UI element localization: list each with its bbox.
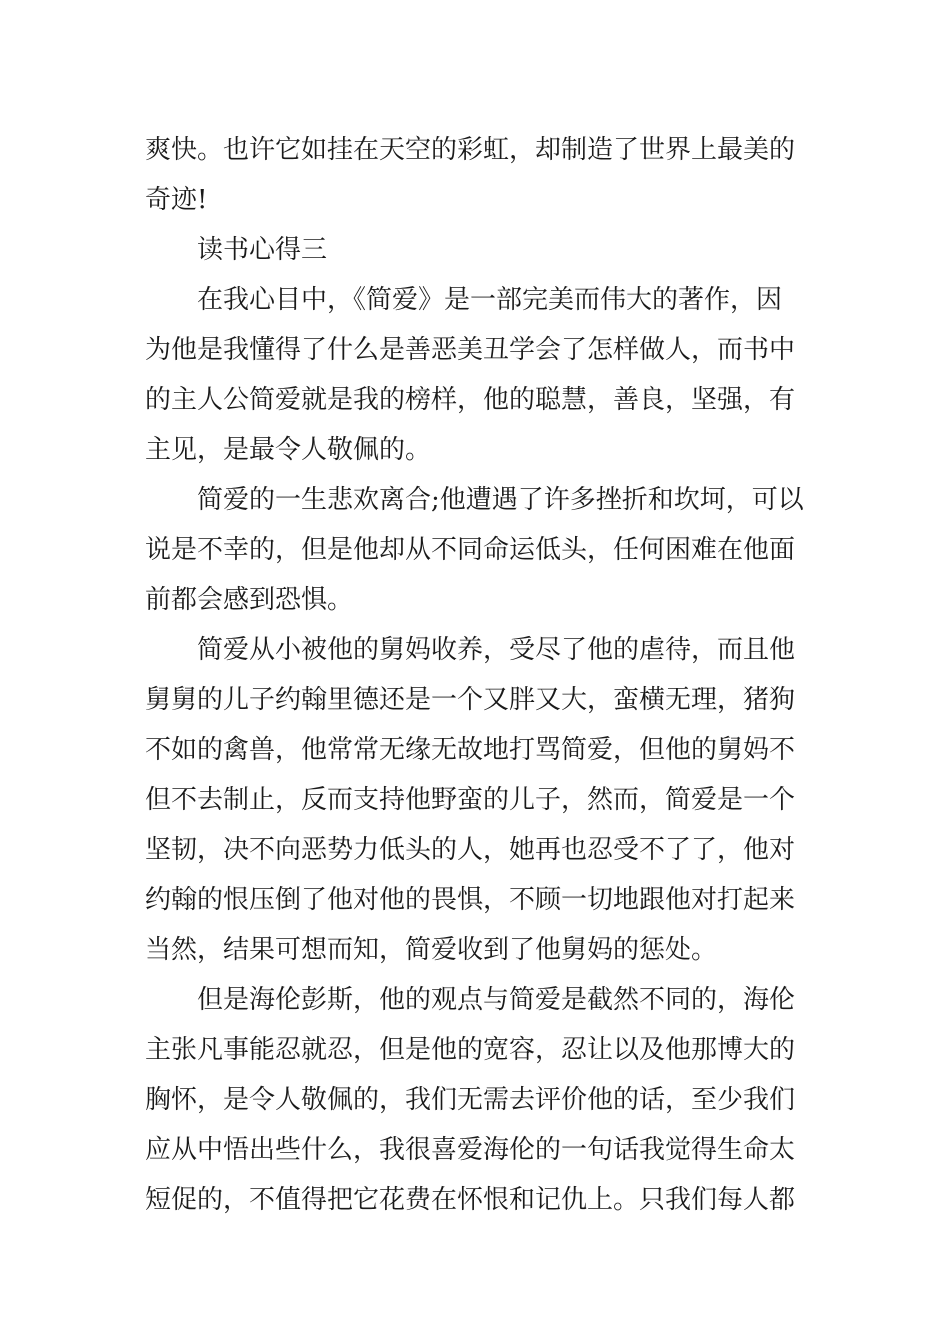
text-line: 在我心目中，《简爱》是一部完美而伟大的著作，因 [197, 285, 783, 315]
text-line: 但不去制止，反而支持他野蛮的儿子，然而，简爱是一个 [145, 785, 796, 815]
text-line: 不如的禽兽，他常常无缘无故地打骂简爱，但他的舅妈不 [145, 735, 796, 765]
text-line: 主张凡事能忍就忍，但是他的宽容，忍让以及他那博大的 [145, 1035, 796, 1065]
text-line: 约翰的恨压倒了他对他的畏惧，不顾一切地跟他对打起来 [145, 885, 796, 915]
text-line: 但是海伦彭斯，他的观点与简爱是截然不同的，海伦 [197, 985, 796, 1015]
text-line: 奇迹! [145, 185, 208, 215]
text-line: 简爱从小被他的舅妈收养，受尽了他的虐待，而且他 [197, 635, 796, 665]
text-line: 前都会感到恐惧。 [145, 585, 354, 615]
text-line: 爽快。也许它如挂在天空的彩虹，却制造了世界上最美的 [145, 135, 796, 165]
text-line: 短促的，不值得把它花费在怀恨和记仇上。只我们每人都 [145, 1185, 796, 1215]
text-line: 当然，结果可想而知，简爱收到了他舅妈的惩处。 [145, 935, 718, 965]
text-line: 的主人公简爱就是我的榜样，他的聪慧，善良，坚强，有 [145, 385, 796, 415]
text-line: 主见，是最令人敬佩的。 [145, 435, 432, 465]
text-line: 坚韧，决不向恶势力低头的人，她再也忍受不了了，他对 [145, 835, 796, 865]
section-heading: 读书心得三 [197, 235, 328, 265]
text-line: 简爱的一生悲欢离合;他遭遇了许多挫折和坎坷，可以 [197, 485, 804, 515]
text-line: 应从中悟出些什么，我很喜爱海伦的一句话我觉得生命太 [145, 1135, 796, 1165]
text-line: 为他是我懂得了什么是善恶美丑学会了怎样做人，而书中 [145, 335, 796, 365]
text-line: 胸怀，是令人敬佩的，我们无需去评价他的话，至少我们 [145, 1085, 796, 1115]
text-line: 舅舅的儿子约翰里德还是一个又胖又大，蛮横无理，猪狗 [145, 685, 796, 715]
text-line: 说是不幸的，但是他却从不同命运低头，任何困难在他面 [145, 535, 796, 565]
